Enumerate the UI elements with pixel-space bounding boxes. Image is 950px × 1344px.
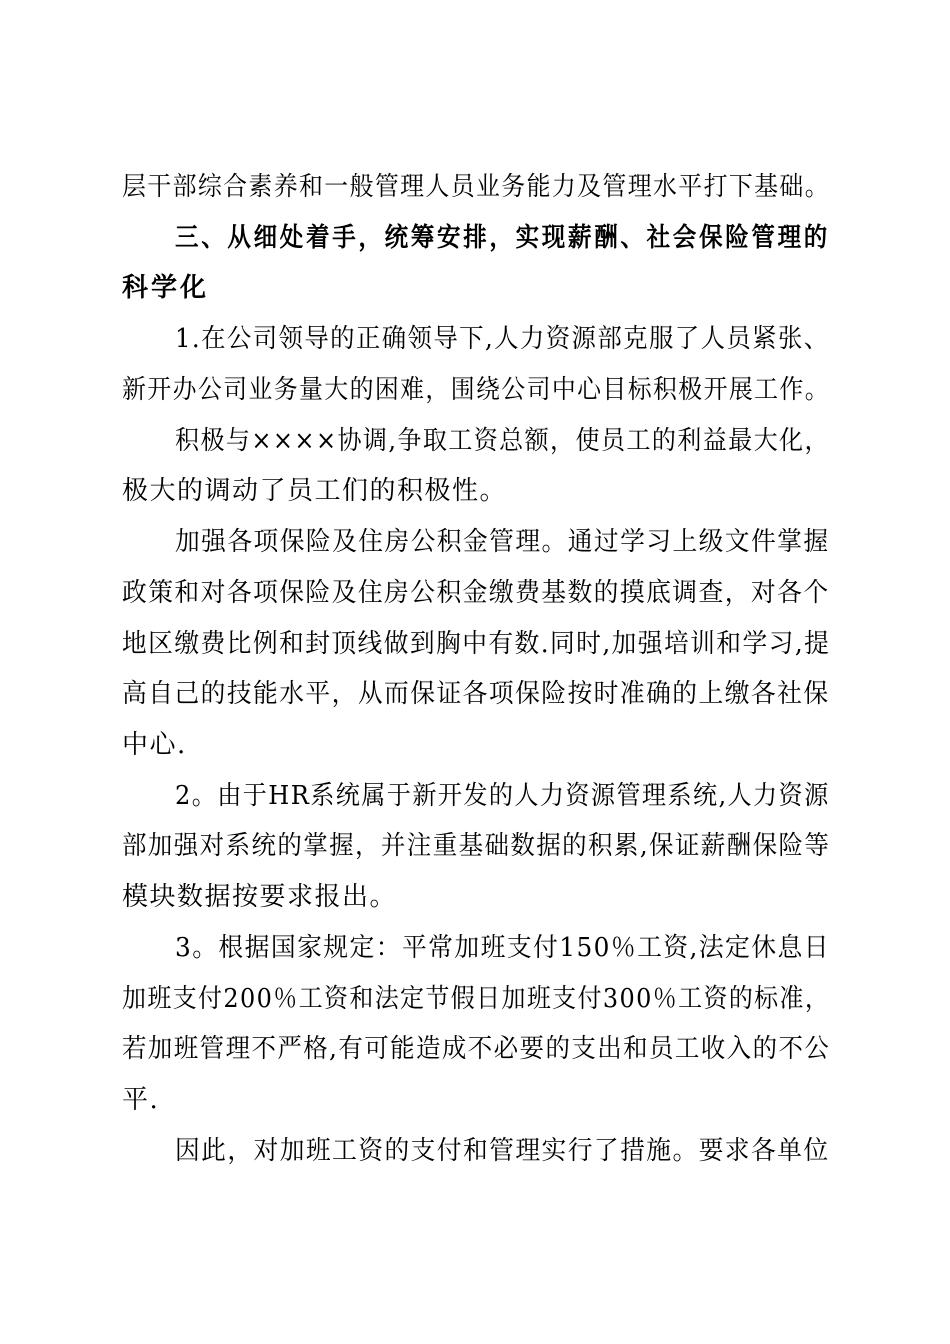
text-line: 中心. <box>122 730 187 760</box>
text-line: 政策和对各项保险及住房公积金缴费基数的摸底调查，对各个 <box>122 578 830 608</box>
text-line: 平. <box>122 1085 160 1115</box>
text-line: 因此，对加班工资的支付和管理实行了措施。要求各单位 <box>175 1136 830 1166</box>
text-line: 新开办公司业务量大的困难，围绕公司中心目标积极开展工作。 <box>122 375 831 405</box>
text-line: 层干部综合素养和一般管理人员业务能力及管理水平打下基础。 <box>122 172 831 202</box>
text-line: 极大的调动了员工们的积极性。 <box>122 476 508 506</box>
text-line: 若加班管理不严格,有可能造成不必要的支出和员工收入的不公 <box>122 1034 831 1064</box>
text-line: 加强各项保险及住房公积金管理。通过学习上级文件掌握 <box>175 527 830 557</box>
text-line: 部加强对系统的掌握，并注重基础数据的积累,保证薪酬保险等 <box>122 831 831 861</box>
text-line: 模块数据按要求报出。 <box>122 882 398 912</box>
text-line: 高自己的技能水平，从而保证各项保险按时准确的上缴各社保 <box>122 679 830 709</box>
text-line: 3。根据国家规定：平常加班支付150％工资,法定休息日 <box>175 933 830 963</box>
text-line: 加班支付200％工资和法定节假日加班支付300％工资的标准， <box>122 984 831 1014</box>
section-heading: 三、从细处着手，统筹安排，实现薪酬、社会保险管理的 <box>175 223 831 253</box>
section-heading-continued: 科学化 <box>122 273 210 303</box>
text-line: 2。由于HR系统属于新开发的人力资源管理系统,人力资源 <box>175 781 830 811</box>
text-line: 积极与××××协调,争取工资总额，使员工的利益最大化， <box>175 426 830 456</box>
text-line: 1.在公司领导的正确领导下,人力资源部克服了人员紧张、 <box>175 324 830 354</box>
text-line: 地区缴费比例和封顶线做到胸中有数.同时,加强培训和学习,提 <box>122 629 831 659</box>
